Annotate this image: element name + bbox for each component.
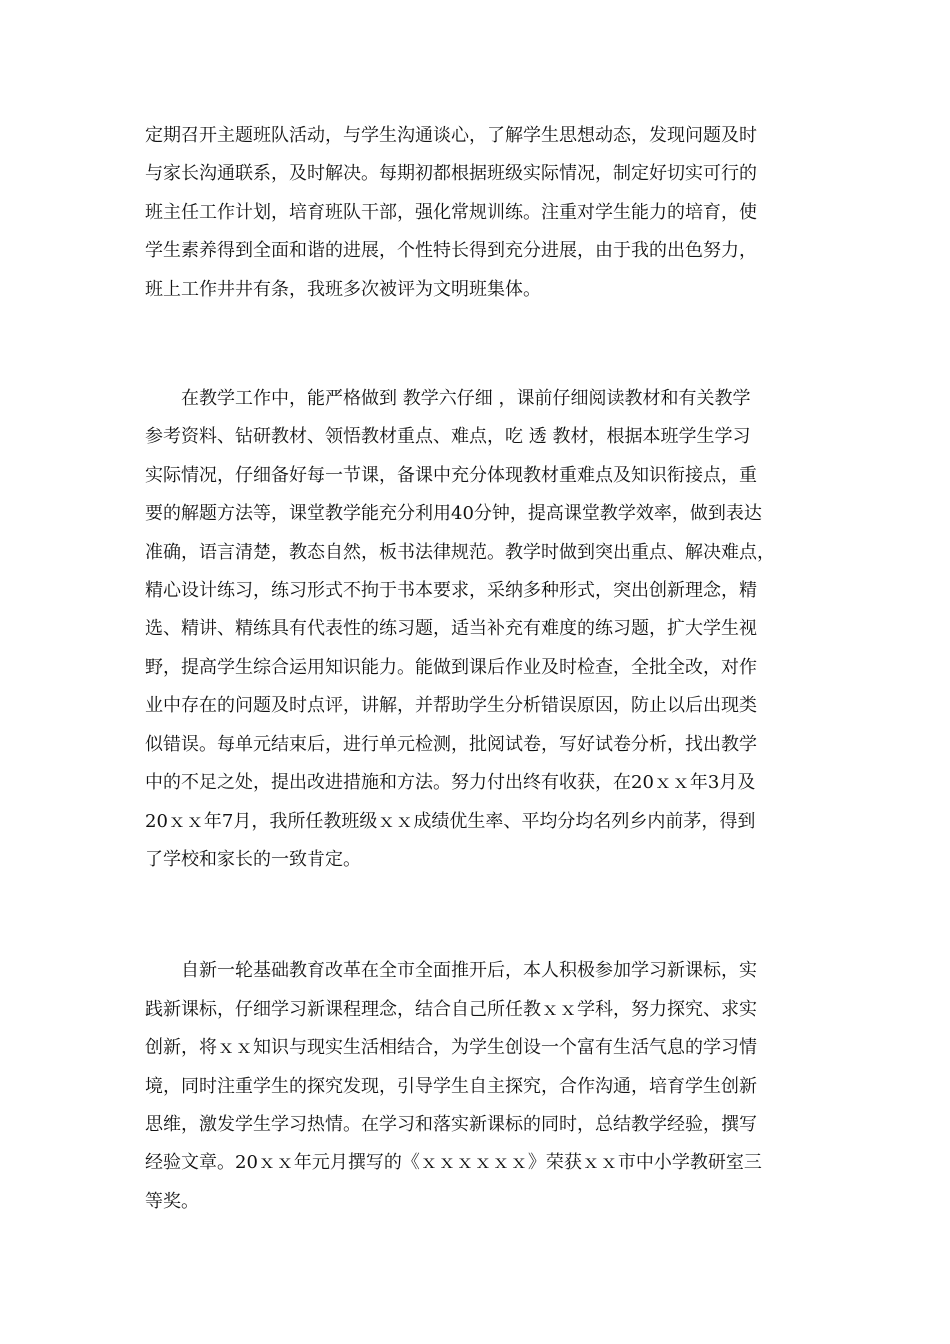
text-line: 要的解题方法等，课堂教学能充分利用40分钟，提高课堂教学效率，做到表达	[145, 503, 762, 525]
text-line: 精心设计练习，练习形式不拘于书本要求，采纳多种形式，突出创新理念，精	[145, 580, 757, 602]
text-line: 自新一轮基础教育改革在全市全面推开后，本人积极参加学习新课标，实	[181, 960, 757, 982]
text-line: 践新课标，仔细学习新课程理念，结合自己所任教ｘｘ学科，努力探究、求实	[145, 998, 757, 1020]
paragraph-curriculum-reform	[145, 952, 810, 1221]
text-line: 定期召开主题班队活动，与学生沟通谈心，了解学生思想动态，发现问题及时	[145, 125, 757, 146]
text-line: 经验文章。20ｘｘ年元月撰写的《ｘｘｘｘｘｘ》荣获ｘｘ市中小学教研室三	[145, 1152, 762, 1174]
text-line: 班上工作井井有条，我班多次被评为文明班集体。	[145, 278, 541, 300]
document-body	[145, 117, 810, 1221]
text-line: 等奖。	[145, 1190, 199, 1212]
text-line: 准确，语言清楚，教态自然，板书法律规范。教学时做到突出重点、解决难点，	[145, 541, 775, 563]
text-line: 班主任工作计划，培育班队干部，强化常规训练。注重对学生能力的培育，使	[145, 201, 757, 223]
text-line: 在教学工作中，能严格做到 教学六仔细 ，课前仔细阅读教材和有关教学	[181, 388, 751, 410]
text-line: 与家长沟通联系，及时解决。每期初都根据班级实际情况，制定好切实可行的	[145, 163, 757, 185]
text-line: 中的不足之处，提出改进措施和方法。努力付出终有收获，在20ｘｘ年3月及	[145, 772, 756, 794]
text-line: 参考资料、钻研教材、领悟教材重点、难点，吃 透 教材，根据本班学生学习	[145, 426, 751, 448]
text-line: 野，提高学生综合运用知识能力。能做到课后作业及时检查，全批全改，对作	[145, 656, 757, 678]
text-line: 境，同时注重学生的探究发现，引导学生自主探究，合作沟通，培育学生创新	[145, 1075, 757, 1097]
paragraph-teaching-work	[145, 380, 810, 879]
text-line: 选、精讲、精练具有代表性的练习题，适当补充有难度的练习题，扩大学生视	[145, 618, 757, 640]
text-line: 学生素养得到全面和谐的进展，个性特长得到充分进展，由于我的出色努力，	[145, 240, 757, 262]
text-line: 业中存在的问题及时点评，讲解，并帮助学生分析错误原因，防止以后出现类	[145, 695, 757, 717]
text-line: 实际情况，仔细备好每一节课，备课中充分体现教材重难点及知识衔接点，重	[145, 464, 757, 486]
text-line: 思维，激发学生学习热情。在学习和落实新课标的同时，总结教学经验，撰写	[145, 1113, 757, 1135]
text-line: 20ｘｘ年7月，我所任教班级ｘｘ成绩优生率、平均分均名列乡内前茅，得到	[145, 810, 756, 832]
text-line: 似错误。每单元结束后，进行单元检测，批阅试卷，写好试卷分析，找出教学	[145, 733, 757, 755]
paragraph-class-management	[145, 117, 810, 309]
text-line: 创新，将ｘｘ知识与现实生活相结合，为学生创设一个富有生活气息的学习情	[145, 1037, 757, 1059]
text-line: 了学校和家长的一致肯定。	[145, 848, 361, 870]
